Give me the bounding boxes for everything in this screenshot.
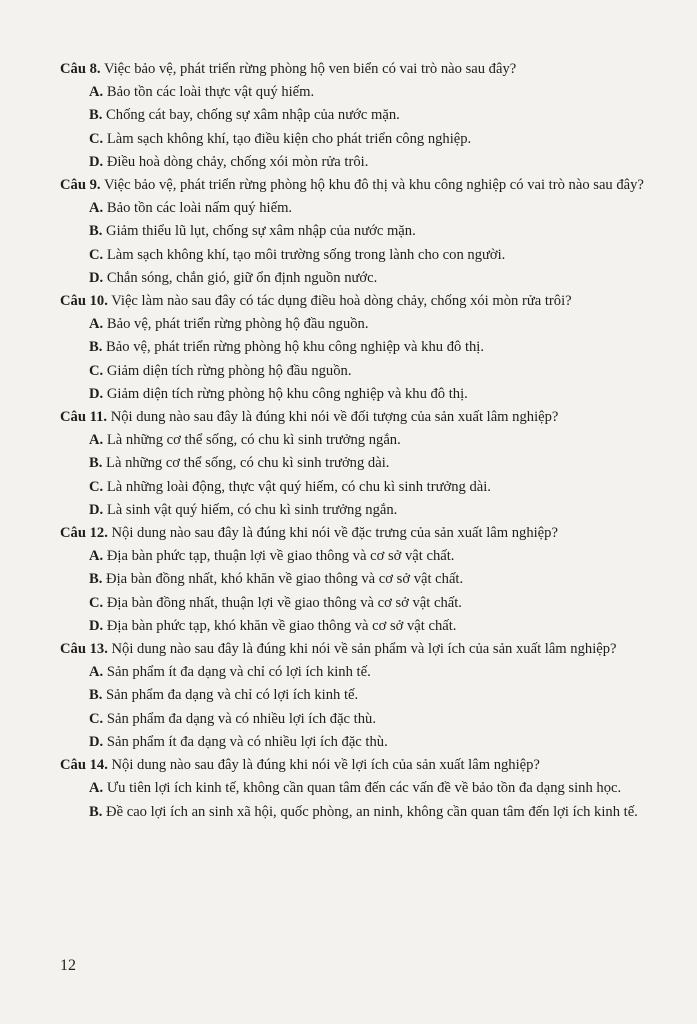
option-label: A. (89, 84, 104, 101)
question-11 (60, 406, 678, 429)
page-number: 12 (60, 957, 76, 974)
option-d (89, 499, 678, 522)
option-label: D. (89, 153, 104, 170)
question-12 (60, 522, 678, 545)
question-13 (60, 638, 678, 661)
option-text: Giảm thiểu lũ lụt, chống sự xâm nhập của nước mặn. (106, 223, 416, 240)
question-number: Câu 10. (60, 293, 108, 310)
option-label: B. (89, 571, 103, 588)
option-label: A. (89, 432, 104, 449)
question-text: Nội dung nào sau đây là đúng khi nói về sản phẩm và lợi ích của sản xuất lâm nghiệp? (111, 641, 617, 658)
option-b (89, 684, 678, 707)
option-a (89, 777, 678, 800)
option-d (89, 151, 678, 174)
option-text: Địa bàn đồng nhất, khó khăn về giao thông và cơ sở vật chất. (106, 571, 464, 588)
option-label: B. (89, 687, 103, 704)
option-c (89, 592, 678, 615)
option-label: C. (89, 246, 104, 263)
option-text: Chống cát bay, chống sự xâm nhập của nước mặn. (106, 107, 400, 124)
option-text: Bảo vệ, phát triển rừng phòng hộ khu công nghiệp và khu đô thị. (106, 339, 485, 356)
question-14 (60, 754, 678, 777)
option-a (89, 661, 678, 684)
option-label: B. (89, 803, 103, 820)
question-number: Câu 13. (60, 641, 108, 658)
question-10 (60, 290, 678, 313)
option-text: Ưu tiên lợi ích kinh tế, không cần quan tâm đến các vấn đề về bảo tồn đa dạng sinh học. (106, 780, 622, 797)
option-text: Địa bàn đồng nhất, thuận lợi về giao thông và cơ sở vật chất. (106, 594, 462, 611)
option-label: A. (89, 780, 104, 797)
option-text: Địa bàn phức tạp, thuận lợi về giao thông và cơ sở vật chất. (106, 548, 455, 565)
question-number: Câu 9. (60, 177, 101, 194)
option-text: Sản phẩm ít đa dạng và chỉ có lợi ích kinh tế. (106, 664, 371, 681)
option-label: C. (89, 362, 104, 379)
option-text: Là những cơ thể sống, có chu kì sinh trưởng ngắn. (106, 432, 401, 449)
option-a (89, 197, 678, 220)
option-c (89, 360, 678, 383)
option-label: B. (89, 107, 103, 124)
option-label: C. (89, 594, 104, 611)
question-text: Nội dung nào sau đây là đúng khi nói về đối tượng của sản xuất lâm nghiệp? (110, 409, 559, 426)
option-text: Làm sạch không khí, tạo môi trường sống trong lành cho con người. (106, 246, 506, 263)
question-text: Việc bảo vệ, phát triển rừng phòng hộ ven biển có vai trò nào sau đây? (103, 61, 517, 77)
option-label: A. (89, 200, 104, 217)
option-label: A. (89, 664, 104, 681)
option-label: A. (89, 548, 104, 565)
option-text: Đề cao lợi ích an sinh xã hội, quốc phòng, an ninh, không cần quan tâm đến lợi ích kinh tế. (106, 803, 638, 820)
question-number: Câu 11. (60, 409, 108, 426)
question-number: Câu 12. (60, 525, 108, 542)
option-b (89, 104, 678, 127)
option-label: C. (89, 478, 104, 495)
option-text: Địa bàn phức tạp, khó khăn về giao thông và cơ sở vật chất. (106, 617, 457, 634)
question-text: Việc làm nào sau đây có tác dụng điều hoà dòng chảy, chống xói mòn rửa trôi? (111, 293, 572, 310)
question-text: Việc bảo vệ, phát triển rừng phòng hộ khu đô thị và khu công nghiệp có vai trò nào sau đây? (103, 177, 644, 194)
option-a (89, 545, 678, 568)
question-8 (60, 58, 678, 81)
option-label: B. (89, 223, 103, 240)
option-text: Sản phẩm ít đa dạng và có nhiều lợi ích đặc thù. (106, 733, 388, 750)
option-a (89, 81, 678, 104)
option-b (89, 452, 678, 475)
option-text: Bảo tồn các loài nấm quý hiếm. (106, 200, 293, 217)
option-label: D. (89, 385, 104, 402)
option-text: Giảm diện tích rừng phòng hộ khu công nghiệp và khu đô thị. (106, 385, 468, 402)
option-c (89, 244, 678, 267)
option-text: Chắn sóng, chắn gió, giữ ổn định nguồn nước. (106, 269, 378, 286)
option-label: B. (89, 339, 103, 356)
option-b (89, 220, 678, 243)
option-c (89, 708, 678, 731)
option-text: Là những cơ thể sống, có chu kì sinh trưởng dài. (106, 455, 390, 472)
option-text: Giảm diện tích rừng phòng hộ đầu nguồn. (106, 362, 352, 379)
option-text: Là sinh vật quý hiếm, có chu kì sinh trưởng ngắn. (106, 501, 398, 518)
option-text: Sản phẩm đa dạng và có nhiều lợi ích đặc thù. (106, 710, 376, 727)
option-text: Sản phẩm đa dạng và chỉ có lợi ích kinh tế. (106, 687, 359, 704)
option-text: Làm sạch không khí, tạo điều kiện cho phát triển công nghiệp. (106, 130, 472, 147)
option-d (89, 383, 678, 406)
option-text: Bảo vệ, phát triển rừng phòng hộ đầu nguồn. (106, 316, 369, 333)
option-c (89, 128, 678, 151)
option-label: D. (89, 269, 104, 286)
option-label: B. (89, 455, 103, 472)
option-text: Là những loài động, thực vật quý hiếm, có chu kì sinh trưởng dài. (106, 478, 491, 495)
option-text: Bảo tồn các loài thực vật quý hiếm. (106, 84, 315, 101)
option-label: C. (89, 710, 104, 727)
question-list (60, 58, 678, 824)
option-d (89, 267, 678, 290)
option-label: D. (89, 733, 104, 750)
option-b (89, 568, 678, 591)
option-label: A. (89, 316, 104, 333)
option-text: Điều hoà dòng chảy, chống xói mòn rửa trôi. (106, 153, 369, 170)
option-b (89, 801, 678, 824)
option-label: D. (89, 617, 104, 634)
question-number: Câu 8. (60, 61, 101, 77)
option-d (89, 615, 678, 638)
option-label: D. (89, 501, 104, 518)
option-d (89, 731, 678, 754)
option-a (89, 313, 678, 336)
question-number: Câu 14. (60, 757, 108, 774)
question-text: Nội dung nào sau đây là đúng khi nói về đặc trưng của sản xuất lâm nghiệp? (111, 525, 558, 542)
option-a (89, 429, 678, 452)
question-text: Nội dung nào sau đây là đúng khi nói về lợi ích của sản xuất lâm nghiệp? (111, 757, 540, 774)
option-label: C. (89, 130, 104, 147)
question-9 (60, 174, 678, 197)
option-c (89, 476, 678, 499)
option-b (89, 336, 678, 359)
